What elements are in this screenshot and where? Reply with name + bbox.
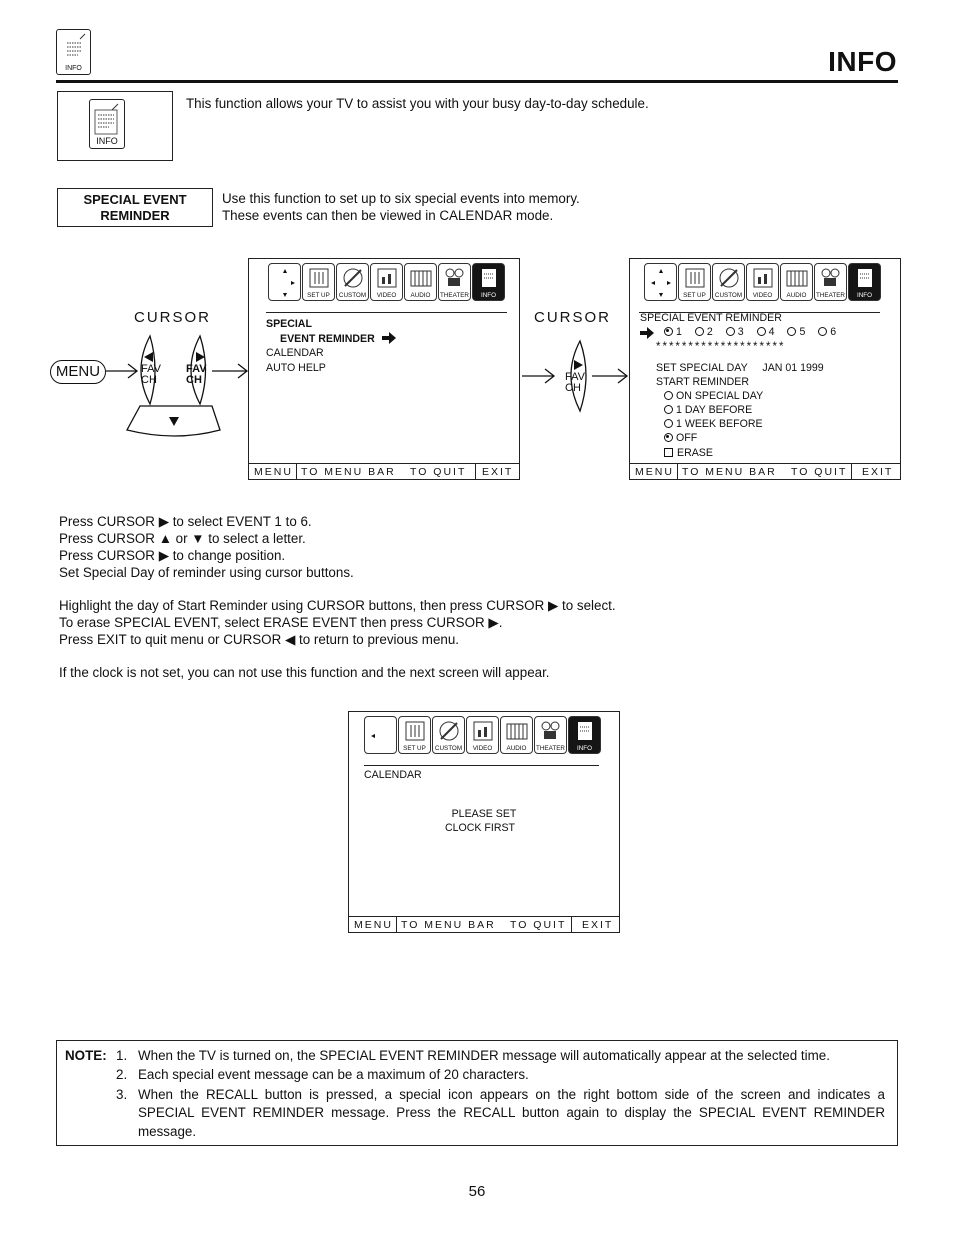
note-text-1: When the TV is turned on, the SPECIAL EVENT REMINDER message will automatically appear at the selected time. — [138, 1048, 830, 1063]
menu-underline — [266, 312, 507, 313]
instruction-4: Set Special Day of reminder using cursor buttons. — [59, 565, 354, 580]
menu-icon-bar — [642, 263, 882, 301]
ch-label: CH — [141, 374, 157, 386]
option-off[interactable]: OFF — [664, 431, 697, 445]
footer-menu: MENU — [635, 466, 674, 478]
feature-label-line1: SPECIAL EVENT — [83, 192, 187, 207]
tv-menu-screen-2 — [629, 258, 901, 480]
theater-label: THEATER — [536, 745, 565, 752]
setup-icon[interactable] — [398, 716, 431, 754]
event-number-selector[interactable] — [664, 325, 836, 339]
custom-icon[interactable] — [712, 263, 745, 301]
menu-underline — [364, 765, 599, 766]
instruction-5: Highlight the day of Start Reminder using CURSOR buttons, then press CURSOR ▶ to select. — [59, 598, 616, 613]
ch-label: CH — [186, 374, 202, 386]
page-title: INFO — [828, 46, 897, 77]
menu-item-calendar[interactable]: CALENDAR — [266, 347, 324, 359]
event-radio-6[interactable] — [818, 327, 827, 336]
clock-message-line1: PLEASE SET — [451, 808, 517, 820]
setup-icon[interactable] — [678, 263, 711, 301]
feature-description — [222, 190, 580, 224]
pointer-arrow-icon — [382, 332, 396, 344]
audio-label: AUDIO — [786, 292, 807, 299]
theater-icon[interactable] — [534, 716, 567, 754]
info-menu-icon[interactable] — [472, 263, 505, 301]
tv-menu-screen-1 — [248, 258, 520, 480]
feature-desc-line2: These events can then be viewed in CALENDAR mode. — [222, 208, 554, 223]
set-day-label: SET SPECIAL DAY — [656, 362, 748, 374]
menu-icon-bar — [364, 716, 604, 754]
option-1-day-before[interactable]: 1 DAY BEFORE — [664, 403, 752, 417]
custom-label: CUSTOM — [714, 292, 743, 299]
cursor-label: CURSOR — [134, 309, 212, 326]
audio-label: AUDIO — [506, 745, 527, 752]
instruction-2: Press CURSOR ▲ or ▼ to select a letter. — [59, 531, 306, 546]
setup-icon[interactable] — [302, 263, 335, 301]
erase-checkbox[interactable] — [664, 448, 673, 457]
page-number: 56 — [468, 1183, 486, 1200]
option-on-special-day[interactable]: ON SPECIAL DAY — [664, 389, 763, 403]
event-radio-1[interactable] — [664, 327, 673, 336]
cursor-pad-diagram — [100, 330, 255, 440]
footer-exit: EXIT — [582, 919, 614, 931]
menu-item-special[interactable]: SPECIAL — [266, 318, 312, 330]
option-radio[interactable] — [664, 419, 673, 428]
menu-item-event-reminder[interactable] — [280, 332, 396, 346]
document-icon — [58, 33, 91, 63]
screen-footer — [249, 463, 519, 479]
video-icon[interactable] — [746, 263, 779, 301]
option-1-week-before[interactable]: 1 WEEK BEFORE — [664, 417, 763, 431]
note-num-2: 2. — [116, 1067, 128, 1082]
left-fav-ch-label — [141, 364, 161, 386]
event-5-label: 5 — [799, 326, 806, 338]
video-icon[interactable] — [466, 716, 499, 754]
custom-label: CUSTOM — [434, 745, 463, 752]
event-6-label: 6 — [830, 326, 837, 338]
option-radio[interactable] — [664, 405, 673, 414]
setup-label: SET UP — [403, 745, 426, 752]
fav-label: FAV — [186, 363, 207, 375]
footer-to-menu-bar: TO MENU BAR — [682, 466, 777, 478]
fav-label: FAV — [565, 371, 585, 383]
info-feature-box — [57, 91, 173, 161]
audio-icon[interactable] — [500, 716, 533, 754]
footer-menu: MENU — [354, 919, 393, 931]
intro-text: This function allows your TV to assist you with your busy day-to-day schedule. — [186, 96, 649, 111]
custom-icon[interactable] — [336, 263, 369, 301]
event-3-label: 3 — [737, 326, 744, 338]
note-num-1: 1. — [116, 1048, 128, 1063]
cursor-arrows-icon — [644, 263, 677, 301]
instruction-7: Press EXIT to quit menu or CURSOR ◀ to return to previous menu. — [59, 632, 460, 647]
menu-button[interactable]: MENU — [50, 360, 106, 384]
screen-footer — [630, 463, 900, 479]
instruction-8: If the clock is not set, you can not use this function and the next screen will appear. — [59, 665, 550, 680]
option-radio[interactable] — [664, 391, 673, 400]
footer-to-quit: TO QUIT — [410, 466, 467, 478]
header-icon-label: INFO — [65, 65, 82, 72]
event-message-field[interactable]: * * * * * * * * * * * * * * * * * * * * — [656, 341, 783, 353]
event-2-label: 2 — [706, 326, 713, 338]
feature-desc-line1: Use this function to set up to six special events into memory. — [222, 191, 580, 206]
instruction-1: Press CURSOR ▶ to select EVENT 1 to 6. — [59, 514, 312, 529]
setup-label: SET UP — [307, 292, 330, 299]
note-num-3: 3. — [116, 1087, 128, 1102]
custom-icon[interactable] — [432, 716, 465, 754]
theater-label: THEATER — [440, 292, 469, 299]
video-label: VIDEO — [376, 292, 397, 299]
tv-menu-screen-3 — [348, 711, 620, 933]
clock-message-line2: CLOCK FIRST — [444, 822, 516, 834]
audio-label: AUDIO — [410, 292, 431, 299]
event-reminder-text: EVENT REMINDER — [280, 333, 375, 345]
cursor-label-2: CURSOR — [534, 309, 612, 326]
setup-label: SET UP — [683, 292, 706, 299]
header-divider — [56, 80, 898, 83]
right-fav-ch-label — [186, 364, 207, 386]
note-text-3-line3: message. — [138, 1124, 197, 1139]
info-header-icon — [56, 29, 91, 75]
note-label: NOTE: — [65, 1048, 107, 1063]
set-day-value[interactable]: JAN 01 1999 — [762, 362, 824, 374]
info-label: INFO — [856, 292, 873, 299]
info-menu-icon[interactable] — [848, 263, 881, 301]
menu-icon-bar — [266, 263, 506, 301]
video-label: VIDEO — [472, 745, 493, 752]
event-radio-5[interactable] — [787, 327, 796, 336]
footer-menu: MENU — [254, 466, 293, 478]
menu-item-auto-help[interactable]: AUTO HELP — [266, 362, 326, 374]
note-text-3-line2: SPECIAL EVENT REMINDER message. Press the RECALL button again to display the SPECIAL EVENT REMINDER — [138, 1105, 885, 1120]
info-icon — [89, 99, 125, 149]
ch-label: CH — [565, 382, 581, 394]
event-radio-4[interactable] — [757, 327, 766, 336]
theater-label: THEATER — [816, 292, 845, 299]
fav-label: FAV — [141, 363, 161, 375]
note-text-2: Each special event message can be a maximum of 20 characters. — [138, 1067, 529, 1082]
info-label: INFO — [576, 745, 593, 752]
footer-to-quit: TO QUIT — [510, 919, 567, 931]
pointer-arrow-icon — [640, 327, 654, 339]
start-reminder-label: START REMINDER — [656, 376, 749, 388]
footer-exit: EXIT — [862, 466, 894, 478]
calendar-title: CALENDAR — [364, 769, 422, 781]
event-radio-2[interactable] — [695, 327, 704, 336]
custom-label: CUSTOM — [338, 292, 367, 299]
video-label: VIDEO — [752, 292, 773, 299]
erase-option[interactable]: ERASE — [664, 446, 713, 460]
cursor-arrows-icon — [268, 263, 301, 301]
option-radio-selected[interactable] — [664, 433, 673, 442]
right-pad-fav-ch-label — [565, 372, 585, 394]
set-special-day-row[interactable] — [656, 361, 824, 375]
footer-to-menu-bar: TO MENU BAR — [301, 466, 396, 478]
footer-to-quit: TO QUIT — [791, 466, 848, 478]
cursor-left-icon — [364, 716, 397, 754]
info-icon-label: INFO — [96, 136, 118, 146]
instruction-6: To erase SPECIAL EVENT, select ERASE EVENT then press CURSOR ▶. — [59, 615, 503, 630]
note-text-3-line1: When the RECALL button is pressed, a special icon appears on the right bottom side of the screen and indicates a — [138, 1087, 885, 1102]
audio-icon[interactable] — [780, 263, 813, 301]
audio-icon[interactable] — [404, 263, 437, 301]
event-1-label: 1 — [676, 326, 682, 338]
theater-icon[interactable] — [438, 263, 471, 301]
video-icon[interactable] — [370, 263, 403, 301]
info-menu-icon[interactable] — [568, 716, 601, 754]
special-event-reminder-label — [57, 188, 213, 227]
screen-footer — [349, 916, 619, 932]
theater-icon[interactable] — [814, 263, 847, 301]
footer-exit: EXIT — [482, 466, 514, 478]
event-radio-3[interactable] — [726, 327, 735, 336]
feature-label-line2: REMINDER — [100, 208, 170, 223]
instruction-3: Press CURSOR ▶ to change position. — [59, 548, 286, 563]
event-4-label: 4 — [768, 326, 775, 338]
info-label: INFO — [480, 292, 497, 299]
reminder-title: SPECIAL EVENT REMINDER — [640, 312, 782, 324]
note-box — [56, 1040, 898, 1146]
footer-to-menu-bar: TO MENU BAR — [401, 919, 496, 931]
